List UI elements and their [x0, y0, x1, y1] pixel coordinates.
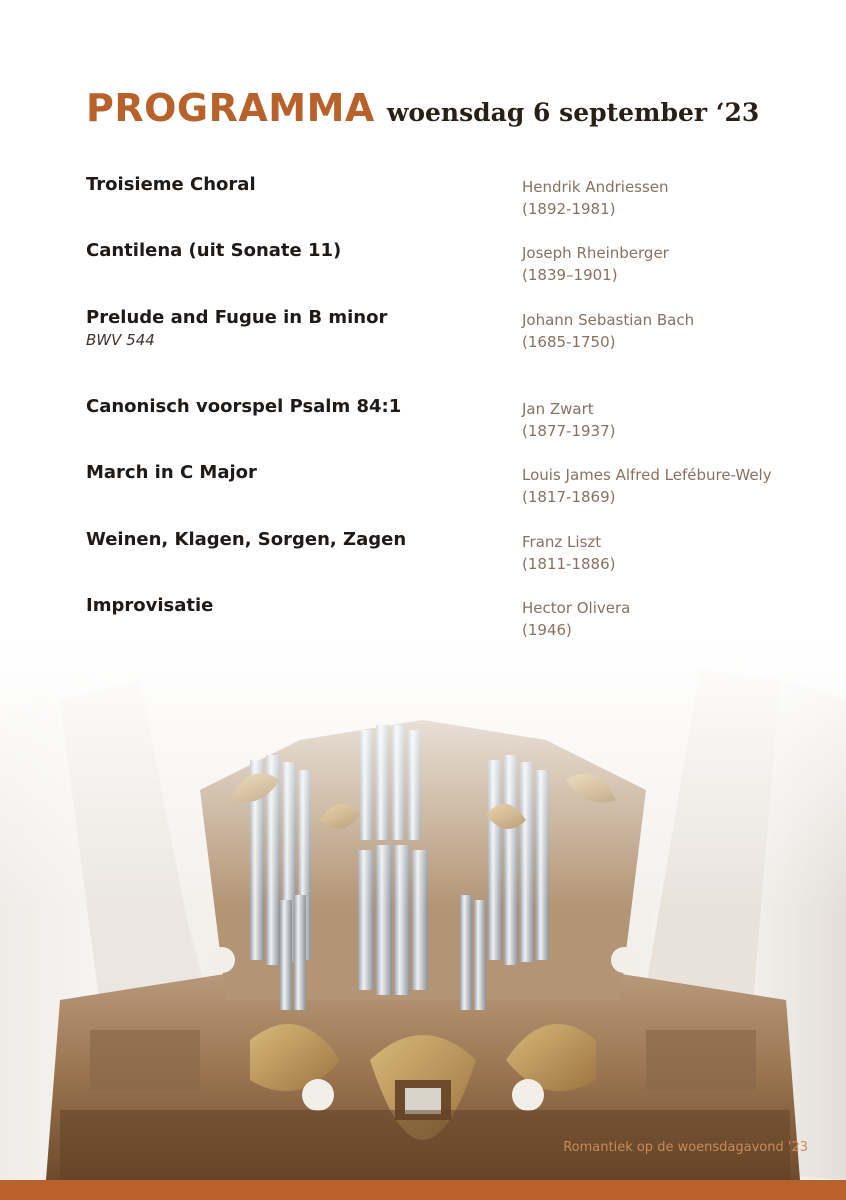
composer-name: Franz Liszt: [522, 533, 602, 551]
composer-name: Hector Olivera: [522, 599, 631, 617]
piece-title: Troisieme Choral: [86, 174, 256, 195]
piece-subtitle: BWV 544: [86, 331, 155, 349]
piece-title: Prelude and Fugue in B minor: [86, 307, 388, 328]
piece-title: Canonisch voorspel Psalm 84:1: [86, 396, 402, 417]
composer-years: (1811-1886): [522, 555, 616, 573]
composer-name: Johann Sebastian Bach: [522, 311, 695, 329]
piece-title: March in C Major: [86, 462, 257, 483]
composer-name: Louis James Alfred Lefébure-Wely: [522, 466, 772, 484]
composer-years: (1892-1981): [522, 200, 616, 218]
composer-name: Hendrik Andriessen: [522, 178, 669, 196]
composer-years: (1946): [522, 621, 572, 639]
piece-title: Improvisatie: [86, 595, 214, 616]
composer-years: (1685-1750): [522, 333, 616, 351]
footer-caption: Romantiek op de woensdagavond '23: [563, 1140, 808, 1155]
composer-years: (1839–1901): [522, 266, 618, 284]
composer-name: Joseph Rheinberger: [522, 244, 669, 262]
composer-years: (1817-1869): [522, 488, 616, 506]
organ-photo: [0, 640, 846, 1180]
concert-date: woensdag 6 september ‘23: [386, 98, 760, 127]
page-title: PROGRAMMA: [86, 86, 375, 130]
organ-illustration: [0, 640, 846, 1180]
piece-title: Cantilena (uit Sonate 11): [86, 240, 342, 261]
composer-years: (1877-1937): [522, 422, 616, 440]
bottom-accent-bar: [0, 1180, 846, 1200]
composer-name: Jan Zwart: [522, 400, 594, 418]
piece-title: Weinen, Klagen, Sorgen, Zagen: [86, 529, 407, 550]
page-header: [86, 86, 759, 130]
